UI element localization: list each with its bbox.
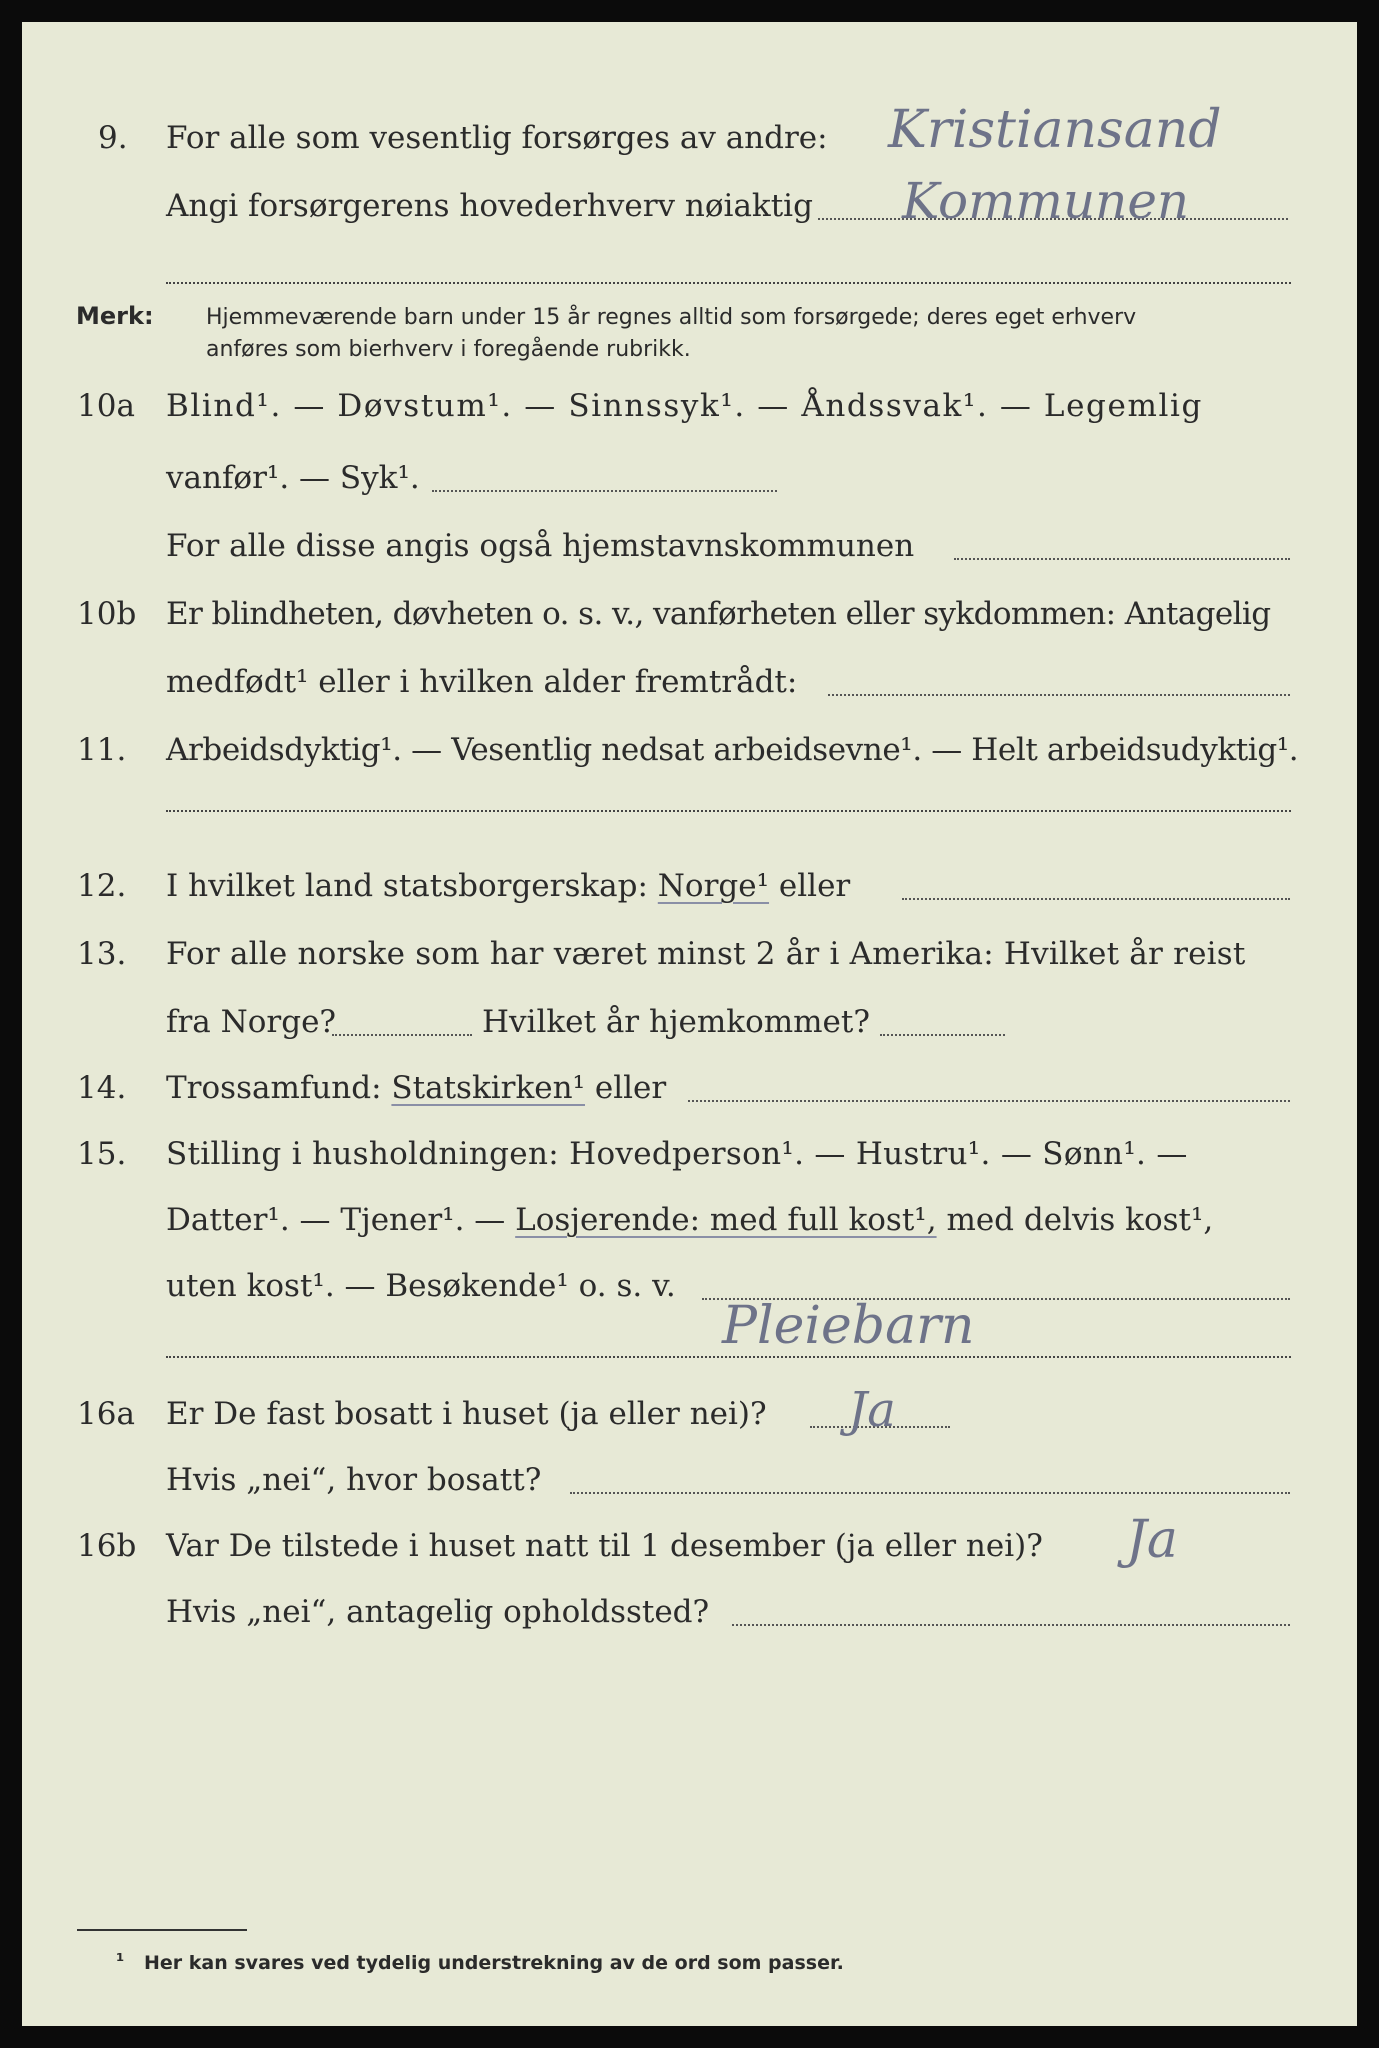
q15-line2c: med delvis kost¹, [946,1202,1214,1238]
q11-line1: Arbeidsdyktig¹. — Vesentlig nedsat arbeidsevne¹. — Helt arbeidsudyktig¹. [166,732,1299,768]
footnote-text: Her kan svares ved tydelig understrekning av de ord som passer. [144,1952,844,1974]
q15-blank-line[interactable] [166,1356,1291,1358]
q12-number: 12. [77,868,127,904]
q12-pre: I hvilket land statsborgerskap: [166,868,648,904]
footnote-rule [77,1929,247,1931]
q13-hjemkommet-line[interactable] [880,1034,1005,1036]
q13-number: 13. [77,936,127,972]
footnote-mark: ¹ [116,1950,125,1972]
q15-line3: uten kost¹. — Besøkende¹ o. s. v. [166,1268,676,1304]
q12-norge[interactable]: Norge¹ [657,868,770,904]
q9-number: 9. [98,120,128,156]
q14-statskirken[interactable]: Statskirken¹ [391,1070,585,1106]
census-form-page [22,22,1357,2026]
q15-line1: Stilling i husholdningen: Hovedperson¹. — Hustru¹. — Sønn¹. — [166,1136,1188,1172]
q10a-hjemstavn-line[interactable] [954,558,1290,560]
merk-label: Merk: [76,302,154,330]
q16b-line1: Var De tilstede i huset natt til 1 desember (ja eller nei)? [166,1528,1043,1564]
q10a-syk-line[interactable] [432,490,777,492]
q14-text [166,1068,666,1108]
q11-blank-line[interactable] [166,810,1291,812]
q10a-line3: For alle disse angis også hjemstavnskommunen [166,528,915,564]
q9-line2: Angi forsørgerens hovederhverv nøiaktig [166,188,813,224]
q16b-number: 16b [77,1528,137,1564]
q14-post: eller [594,1070,667,1106]
q16b-answer-handwriting[interactable]: Ja [1126,1510,1178,1570]
q11-number: 11. [77,732,127,768]
q10a-line1: Blind¹. — Døvstum¹. — Sinnssyk¹. — Åndssvak¹. — Legemlig [166,388,1203,424]
q13-line2b: Hvilket år hjemkommet? [482,1004,870,1040]
q9-line1: For alle som vesentlig forsørges av andre: [166,120,828,156]
q15-line2a: Datter¹. — Tjener¹. — [166,1202,506,1238]
merk-line2: anføres som bierhverv i foregående rubrikk. [206,337,691,362]
q16a-bosatt-line[interactable] [570,1492,1290,1494]
q10b-line1: Er blindheten, døvheten o. s. v., vanførheten eller sykdommen: Antagelig [166,596,1271,632]
q14-pre: Trossamfund: [166,1070,382,1106]
q10b-number: 10b [77,596,137,632]
q15-line2 [166,1200,1213,1240]
q12-post: eller [778,868,851,904]
q13-line2a: fra Norge? [166,1004,337,1040]
q16a-line1: Er De fast bosatt i huset (ja eller nei)? [166,1396,767,1432]
q15-losjerende-full-kost[interactable]: Losjerende: med full kost¹, [515,1202,937,1238]
q15-number: 15. [77,1136,127,1172]
q10b-line2: medfødt¹ eller i hvilken alder fremtrådt: [166,664,798,700]
q16b-opholdssted-line[interactable] [732,1624,1290,1626]
q13-reist-line[interactable] [332,1034,472,1036]
q16a-line2: Hvis „nei“, hvor bosatt? [166,1462,542,1498]
q12-text [166,866,850,906]
q16b-line2: Hvis „nei“, antagelig opholdssted? [166,1594,710,1630]
q16a-number: 16a [77,1396,135,1432]
q9-answer2-handwriting[interactable]: Kommunen [902,172,1190,230]
q10a-number: 10a [77,388,135,424]
q15-answer-handwriting[interactable]: Pleiebarn [722,1296,975,1356]
q9-answer1-handwriting[interactable]: Kristiansand [888,100,1222,160]
q10b-answer-line[interactable] [828,694,1290,696]
q16a-answer-handwriting[interactable]: Ja [848,1382,896,1438]
q14-number: 14. [77,1070,127,1106]
q13-line1: For alle norske som har været minst 2 år i Amerika: Hvilket år reist [166,936,1246,972]
q12-answer-line[interactable] [902,898,1290,900]
q9-blank-line[interactable] [166,282,1291,284]
q14-answer-line[interactable] [688,1100,1290,1102]
q10a-line2: vanfør¹. — Syk¹. [166,460,420,496]
merk-line1: Hjemmeværende barn under 15 år regnes alltid som forsørgede; deres eget erhverv [206,305,1137,330]
